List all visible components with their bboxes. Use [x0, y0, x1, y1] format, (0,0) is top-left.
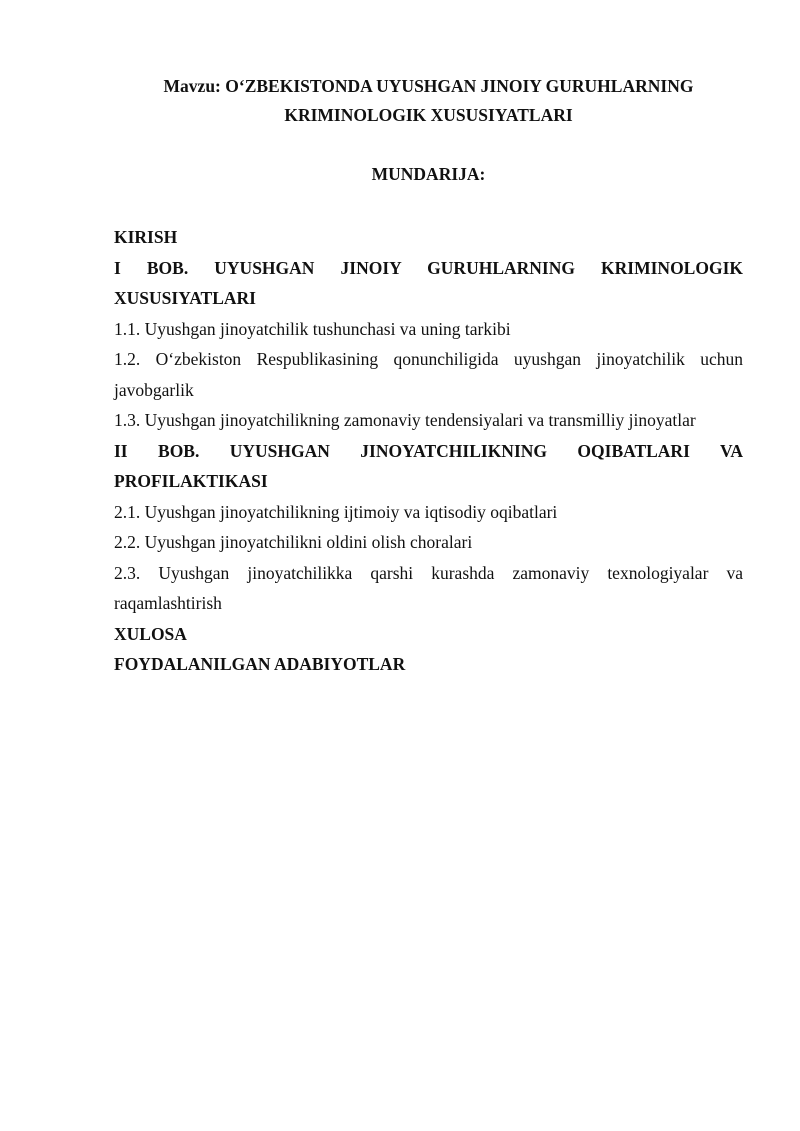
toc-item-references-label: FOYDALANILGAN ADABIYOTLAR	[114, 654, 406, 674]
toc-item-section-1-2	[114, 344, 743, 405]
table-of-contents	[114, 222, 743, 680]
toc-item-chapter-1-line-1: I BOB. UYUSHGAN JINOIY GURUHLARNING KRIMINOLOGIK	[114, 257, 743, 278]
toc-item-chapter-2	[114, 436, 743, 497]
toc-heading: MUNDARIJA:	[371, 164, 486, 184]
toc-item-section-2-1	[114, 497, 743, 528]
toc-item-section-2-1-label: 2.1. Uyushgan jinoyatchilikning ijtimoiy va iqtisodiy oqibatlari	[114, 501, 558, 522]
toc-item-introduction-label: KIRISH	[114, 227, 178, 247]
toc-item-chapter-2-line-1: II BOB. UYUSHGAN JINOYATCHILIKNING OQIBATLARI VA	[114, 440, 743, 461]
toc-item-conclusion-label: XULOSA	[114, 623, 187, 644]
toc-item-section-1-2-line-2: javobgarlik	[114, 379, 194, 400]
toc-item-chapter-1	[114, 253, 743, 314]
toc-item-section-2-3-line-2: raqamlashtirish	[114, 593, 222, 613]
toc-item-section-2-3	[114, 558, 743, 619]
toc-item-section-1-3-label: 1.3. Uyushgan jinoyatchilikning zamonaviy tendensiyalari va transmilliy jinoyatlar	[114, 410, 696, 430]
toc-item-section-1-1-label: 1.1. Uyushgan jinoyatchilik tushunchasi va uning tarkibi	[114, 318, 511, 339]
toc-item-references	[114, 649, 743, 680]
document-title-line-1: Mavzu: O‘ZBEKISTONDA UYUSHGAN JINOIY GURUHLARNING	[163, 76, 694, 96]
toc-item-conclusion	[114, 619, 743, 650]
toc-item-introduction	[114, 222, 743, 253]
toc-item-section-1-1	[114, 314, 743, 345]
document-title	[114, 72, 743, 130]
toc-item-section-2-2	[114, 527, 743, 558]
document-title-line-2: KRIMINOLOGIK XUSUSIYATLARI	[284, 105, 573, 125]
toc-item-section-1-3	[114, 405, 743, 436]
toc-item-section-1-2-line-1: 1.2. O‘zbekiston Respublikasining qonunchiligida uyushgan jinoyatchilik uchun	[114, 349, 743, 369]
toc-item-chapter-1-line-2: XUSUSIYATLARI	[114, 288, 256, 308]
toc-item-section-2-2-label: 2.2. Uyushgan jinoyatchilikni oldini olish choralari	[114, 532, 473, 552]
toc-item-chapter-2-line-2: PROFILAKTIKASI	[114, 471, 268, 491]
toc-item-section-2-3-line-1: 2.3. Uyushgan jinoyatchilikka qarshi kurashda zamonaviy texnologiyalar va	[114, 562, 743, 583]
